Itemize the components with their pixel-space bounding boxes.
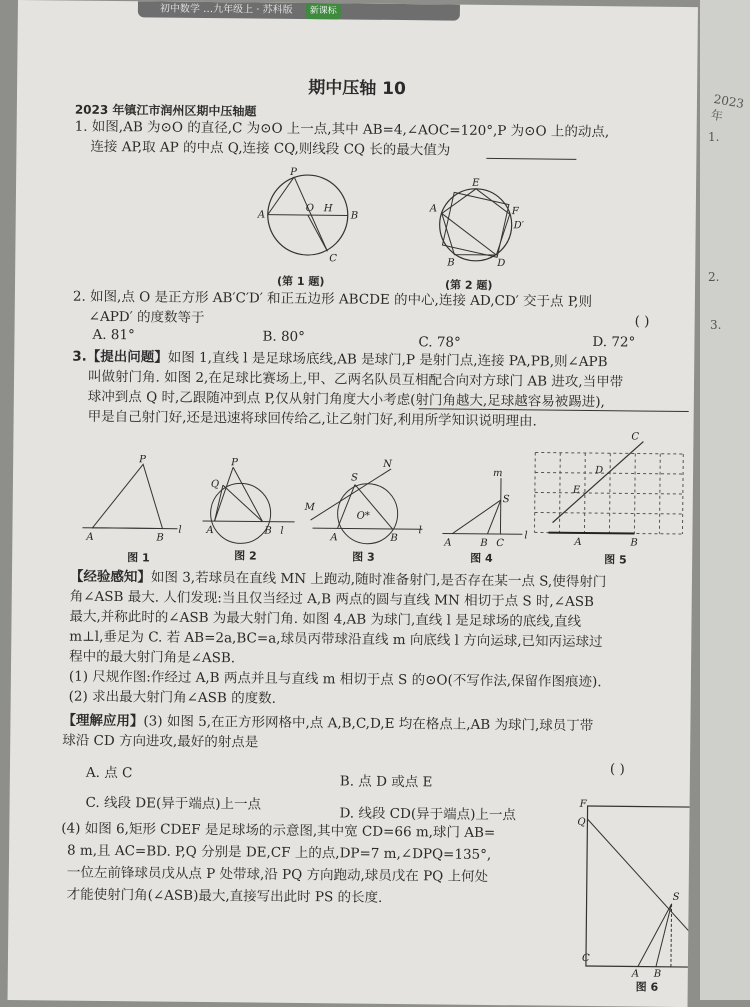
figure-q3-1 xyxy=(82,454,182,544)
q2-option-a: A. 81° xyxy=(92,326,135,344)
svg-text:A: A xyxy=(86,531,94,543)
svg-text:C: C xyxy=(496,538,505,550)
svg-text:N: N xyxy=(383,458,392,470)
exp-line: 程中的最大射门角是∠ASB. xyxy=(69,648,236,667)
exp-line: 最大,并称此时的∠ASB 为最大射门角. 如图 4,AB 为球门,直线 l 是足球场的底线,直线 xyxy=(69,608,582,630)
page-title: 期中压轴 10 xyxy=(308,78,406,100)
svg-text:A: A xyxy=(444,537,452,549)
s4-line: 才能使射门角(∠ASB)最大,直接写出此时 PS 的长度. xyxy=(66,886,383,906)
book-page xyxy=(8,0,698,1007)
svg-text:Q: Q xyxy=(577,816,586,828)
svg-text:B: B xyxy=(653,968,662,980)
svg-text:B: B xyxy=(447,257,455,269)
adjacent-page-text: 2. xyxy=(708,270,720,284)
svg-text:l: l xyxy=(280,525,284,537)
app-option-b: B. 点 D 或点 E xyxy=(339,773,433,791)
sub-question-1: (1) 尺规作图:作经过 A,B 两点并且与直线 m 相切于点 S 的⊙O(不写作法,保留作图痕迹). xyxy=(68,668,602,691)
svg-text:B: B xyxy=(264,525,272,537)
q2-option-b: B. 80° xyxy=(262,328,306,346)
figure-caption: 图 5 xyxy=(604,553,627,567)
figure-caption: 图 3 xyxy=(352,550,375,564)
svg-text:C: C xyxy=(329,253,338,265)
svg-text:C: C xyxy=(581,952,590,965)
svg-text:S: S xyxy=(350,472,358,484)
figure-caption: 图 4 xyxy=(470,551,493,566)
q1-line: 1. 如图,AB 为⊙O 的直径,C 为⊙O 上一点,其中 AB=4,∠AOC=120°,P 为⊙O 上的动点, xyxy=(74,118,610,141)
q3-line: 球冲到点 Q 时,乙跟随冲到点 P,仅从射门角度大小考虑(射门角越大,足球越容易被踢进), xyxy=(87,388,605,411)
svg-text:B: B xyxy=(480,537,488,549)
svg-text:D′: D′ xyxy=(513,220,525,232)
s4-line: (4) 如图 6,矩形 CDEF 是足球场的示意图,其中宽 CD=66 m,球门 AB= xyxy=(61,820,496,842)
app-text: (3) 如图 5,在正方形网格中,点 A,B,C,D,E 均在格点上,AB 为球门,球员丁带 xyxy=(143,713,594,735)
s4-line: 8 m,且 AC=BD. P,Q 分别是 DE,CF 上的点,DP=7 m,∠DPQ=135°, xyxy=(67,842,492,864)
exp-text: 如图 3,若球员在直线 MN 上跑动,随时准备射门,是否存在某一点 S,使得射门 xyxy=(150,569,607,591)
figure-1 xyxy=(253,166,364,273)
adjacent-page xyxy=(700,0,750,1000)
q2-line: 2. 如图,点 O 是正方形 AB′C′D′ 和正五边形 ABCDE 的中心,连接 AD,CD′ 交于点 P,则 xyxy=(72,288,593,311)
svg-text:E: E xyxy=(572,484,581,496)
figure-q3-4 xyxy=(442,467,528,549)
svg-text:P: P xyxy=(290,166,298,178)
svg-text:l: l xyxy=(524,530,528,542)
figure-caption: 图 1 xyxy=(127,551,150,565)
svg-text:D: D xyxy=(595,465,604,477)
q2-option-c: C. 78° xyxy=(418,334,461,351)
svg-text:E: E xyxy=(472,177,480,189)
svg-text:F: F xyxy=(511,206,519,218)
figure-6 xyxy=(576,798,698,980)
source-heading: 2023 年镇江市润州区期中压轴题 xyxy=(74,102,257,119)
adjacent-page-text: 1. xyxy=(708,130,720,144)
figure-6-caption: 图 6 xyxy=(635,980,659,994)
exp-line: m⊥l,垂足为 C. 若 AB=2a,BC=a,球员丙带球沿直线 m 向底线 l 方向运球,已知丙运球过 xyxy=(69,628,603,651)
header-badge: 新课标 xyxy=(306,3,341,19)
svg-text:Q: Q xyxy=(210,479,220,491)
q3-line: 叫做射门角. 如图 2,在足球比赛场上,甲、乙两名队员互相配合向对方球门 AB 进攻,当甲带 xyxy=(87,368,624,391)
svg-text:A: A xyxy=(631,968,640,980)
q3-tag: 3.【提出问题】 xyxy=(72,348,168,366)
svg-text:S: S xyxy=(502,494,510,506)
svg-text:F: F xyxy=(579,798,587,810)
svg-text:S: S xyxy=(672,891,680,903)
svg-text:m: m xyxy=(493,468,503,480)
svg-text:P: P xyxy=(139,454,146,466)
svg-text:l: l xyxy=(418,525,422,537)
figures-row xyxy=(82,431,698,562)
sub-question-2: (2) 求出最大射门角∠ASB 的度数. xyxy=(68,688,277,707)
answer-parentheses: ( ) xyxy=(634,313,650,330)
app-option-c: C. 线段 DE(异于端点)上一点 xyxy=(85,794,262,813)
answer-parentheses: ( ) xyxy=(609,761,625,778)
svg-text:B: B xyxy=(390,532,398,545)
svg-text:H: H xyxy=(323,203,333,215)
svg-text:M: M xyxy=(304,502,316,514)
figure-q3-3 xyxy=(303,458,423,544)
app-tag: 【理解应用】 xyxy=(62,712,144,730)
svg-text:D: D xyxy=(497,258,506,270)
q2-option-d: D. 72° xyxy=(592,334,636,351)
svg-text:O: O xyxy=(305,203,315,215)
adjacent-page-text: 3. xyxy=(710,318,722,332)
svg-text:l: l xyxy=(178,524,182,536)
figure-q3-5 xyxy=(534,452,683,534)
svg-text:C: C xyxy=(631,431,640,443)
figure-2-caption: (第 2 题) xyxy=(444,278,493,292)
app-option-d: D. 线段 CD(异于端点)上一点 xyxy=(339,805,516,824)
adjacent-page-text: 2023 年 xyxy=(709,91,746,124)
svg-text:A: A xyxy=(574,536,582,548)
svg-text:P: P xyxy=(231,457,238,469)
running-header xyxy=(138,1,460,20)
figure-1-caption: (第 1 题) xyxy=(277,274,325,289)
q1-line: 连接 AP,取 AP 的中点 Q,连接 CQ,则线段 CQ 长的最大值为 xyxy=(90,138,451,159)
figure-q3-2 xyxy=(202,457,295,544)
exp-line: 角∠ASB 最大. 人们发现:当且仅当经过 A,B 两点的圆与直线 MN 相切于点 S 时,∠ASB xyxy=(69,588,595,611)
figure-caption: 图 2 xyxy=(234,549,257,563)
svg-text:A: A xyxy=(429,203,438,215)
answer-blank xyxy=(486,158,576,160)
svg-text:O*: O* xyxy=(356,510,370,522)
exp-tag: 【经验感知】 xyxy=(69,568,152,586)
q3-text: 如图 1,直线 l 是足球场底线,AB 是球门,P 是射门点,连接 PA,PB,则∠APB xyxy=(167,349,608,371)
svg-text:B: B xyxy=(156,532,164,544)
svg-text:B: B xyxy=(350,210,359,222)
header-text: 初中数学 …九年级上 · 苏科版 xyxy=(159,3,293,16)
svg-text:A: A xyxy=(206,525,214,537)
figure-2 xyxy=(425,179,536,275)
svg-text:A: A xyxy=(330,532,338,544)
svg-text:B: B xyxy=(630,537,638,549)
app-line: 球沿 CD 方向进攻,最好的射点是 xyxy=(62,732,259,751)
s4-line: 一位左前锋球员戊从点 P 处带球,沿 PQ 方向跑动,球员戊在 PQ 上何处 xyxy=(66,864,489,885)
q3-line: 甲是自己射门好,还是迅速将球回传给乙,让乙射门好,利用所学知识说明理由. xyxy=(87,408,537,430)
q2-line: ∠APD′ 的度数等于 xyxy=(88,308,205,326)
app-option-a: A. 点 C xyxy=(85,764,133,782)
svg-text:A: A xyxy=(257,209,266,221)
